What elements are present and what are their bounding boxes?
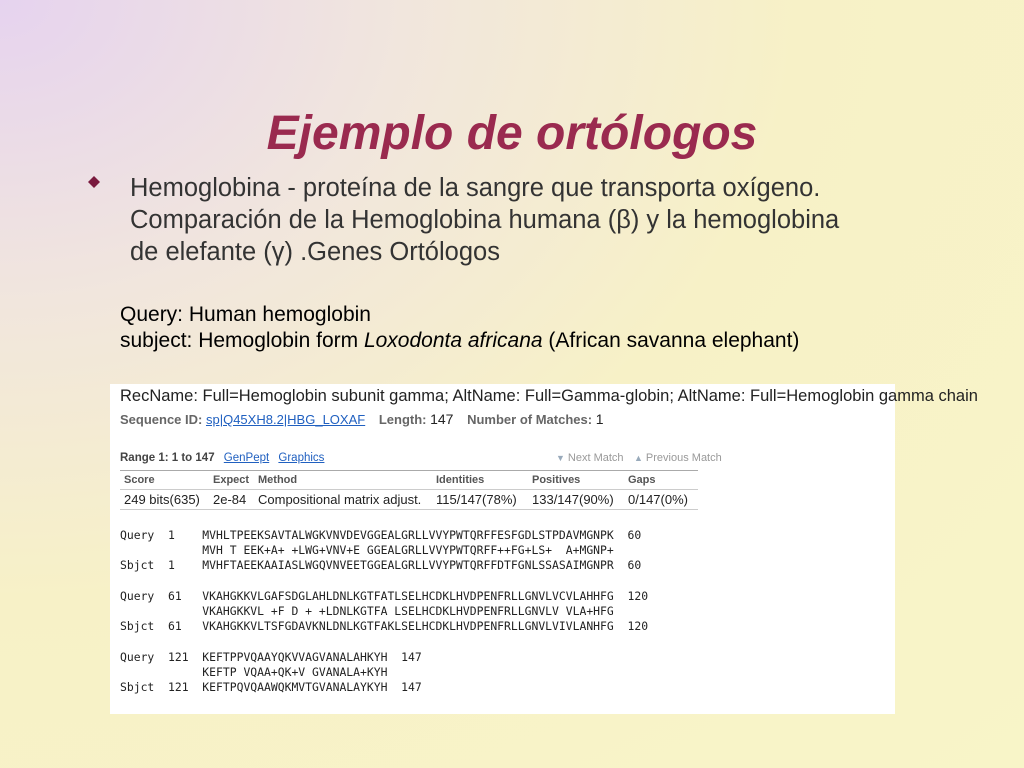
range-label: Range 1: 1 to 147	[120, 452, 215, 464]
alignment-line: VKAHGKKVL +F D + +LDNLKGTFA LSELHCDKLHVDPENFRLLGNVLV VLA+HFG	[120, 604, 614, 619]
score-table-header	[120, 471, 698, 489]
graphics-link[interactable]: Graphics	[278, 452, 325, 464]
genpept-link[interactable]: GenPept	[223, 452, 270, 464]
alignment-line	[120, 634, 648, 649]
matches-value: 1	[595, 411, 604, 427]
blast-result-panel	[110, 384, 978, 714]
matches-label: Number of Matches:	[467, 412, 593, 427]
gaps-cell: 0/147(0%)	[628, 492, 688, 507]
query-info	[120, 302, 799, 354]
alignment-line: Query 1 MVHLTPEEKSAVTALWGKVNVDEVGGEALGRLLVVYPWTQRFFESFGDLSTPDAVMGNPK 60	[120, 528, 642, 542]
alignment-line: Sbjct 61 VKAHGKKVLTSFGDAVKNLDNLKGTFAKLSELHCDKLHVDPENFRLLGNVLVIVLANHFG 120	[120, 619, 649, 634]
length-value: 147	[430, 411, 454, 427]
alignment-line: Query 121 KEFTPPVQAAYQKVVAGVANALAHKYH 147	[120, 649, 422, 664]
query-line: Query: Human hemoglobin	[120, 303, 371, 326]
sequence-id-label: Sequence ID:	[120, 412, 203, 427]
bullet-line: Hemoglobina - proteína de la sangre que transporta oxígeno.	[130, 174, 821, 202]
bullet-line: de elefante (γ) .Genes Ortólogos	[130, 238, 500, 266]
length-label: Length:	[378, 412, 427, 427]
score-table	[120, 470, 698, 510]
subject-suffix: (African savanna elephant)	[542, 329, 800, 352]
alignment-line: MVH T EEK+A+ +LWG+VNV+E GGEALGRLLVVYPWTQRFF++FG+LS+ A+MGNP+	[120, 543, 614, 558]
bullet-text	[130, 172, 960, 268]
alignment-line: Sbjct 1 MVHFTAEEKAAIASLWGQVNVEETGGEALGRLLVVYPWTQRFFDTFGNLSSASAIMGNPR 60	[120, 558, 642, 573]
up-triangle-icon: ▲	[634, 453, 643, 463]
column-header: Method	[258, 474, 298, 486]
score-cell: 249 bits(635)	[124, 492, 200, 507]
column-header: Expect	[213, 474, 250, 486]
score-table-row	[120, 489, 698, 510]
subject-line	[120, 328, 799, 354]
alignment-line: Query 61 VKAHGKKVLGAFSDGLAHLDNLKGTFATLSELHCDKLHVDPENFRLLGNVLVCVLAHHFG 120	[120, 588, 649, 603]
sequence-id-row	[120, 411, 613, 427]
alignment-line	[120, 574, 648, 589]
column-header: Positives	[532, 474, 581, 486]
column-header: Identities	[436, 474, 485, 486]
method-cell: Compositional matrix adjust.	[258, 492, 422, 507]
alignment-line: KEFTP VQAA+QK+V GVANALA+KYH	[120, 664, 388, 679]
next-match-label: Next Match	[567, 452, 624, 464]
column-header: Gaps	[628, 474, 656, 486]
diamond-bullet-icon	[88, 176, 100, 188]
subject-prefix: subject: Hemoglobin form	[120, 329, 364, 352]
range-row	[120, 452, 324, 464]
identities-cell: 115/147(78%)	[436, 492, 517, 507]
bullet-line: Comparación de la Hemoglobina humana (β) y la hemoglobina	[130, 206, 840, 234]
record-name: RecName: Full=Hemoglobin subunit gamma; AltName: Full=Gamma-globin; AltName: Full=Hemoglobin gamma chain	[120, 387, 978, 405]
slide-title: Ejemplo de ortólogos	[266, 107, 758, 160]
previous-match-button[interactable]	[634, 452, 722, 464]
down-triangle-icon: ▼	[556, 453, 565, 463]
subject-species: Loxodonta africana	[363, 329, 543, 352]
next-match-button[interactable]	[556, 452, 624, 464]
sequence-id-link[interactable]: sp|Q45XH8.2|HBG_LOXAF	[205, 412, 366, 427]
column-header: Score	[124, 474, 155, 486]
positives-cell: 133/147(90%)	[532, 492, 614, 507]
previous-match-label: Previous Match	[645, 452, 722, 464]
expect-cell: 2e-84	[213, 492, 247, 507]
alignment-line: Sbjct 121 KEFTPQVQAAWQKMVTGVANALAYKYH 147	[120, 680, 422, 695]
sequence-alignment	[120, 528, 648, 695]
